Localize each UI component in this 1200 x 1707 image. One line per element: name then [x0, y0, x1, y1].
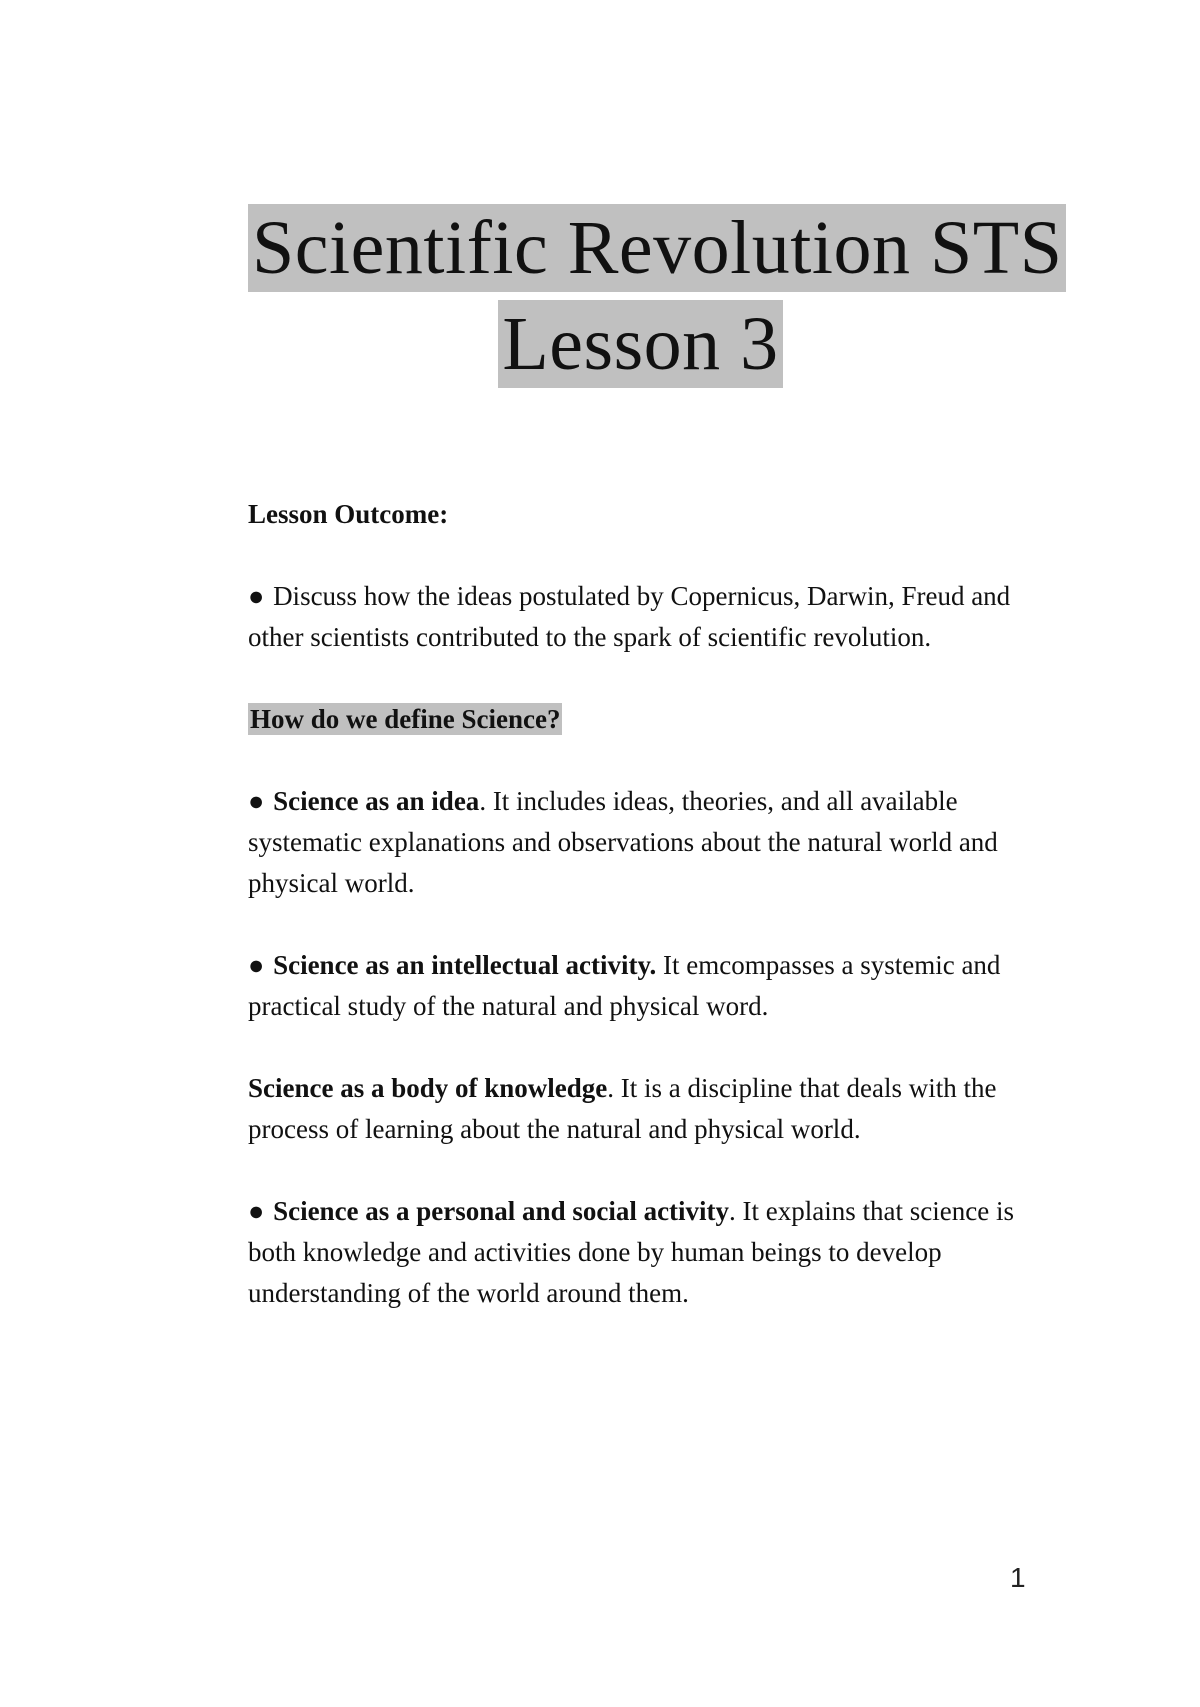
page-number: 1	[1010, 1562, 1026, 1593]
definition-term: Science as an idea	[273, 786, 480, 816]
bullet-icon: ●	[248, 581, 265, 611]
outcome-item	[248, 576, 1038, 658]
bullet-icon: ●	[248, 786, 265, 816]
definition-text: . It is a discipline that deals with the process of learning about the natural and physical world.	[248, 1073, 997, 1144]
definition-item	[248, 1068, 1038, 1150]
definition-item	[248, 1191, 1038, 1314]
definition-term: Science as a body of knowledge	[248, 1073, 608, 1103]
definition-text: . It includes ideas, theories, and all available systematic explanations and observations about the natural world and physical world.	[248, 786, 998, 898]
definition-item	[248, 945, 1038, 1027]
definition-text: . It explains that science is both knowledge and activities done by human beings to develop understanding of the world around them.	[248, 1196, 1014, 1308]
question-heading-line	[248, 699, 1038, 740]
definition-text: It emcompasses a systemic and practical study of the natural and physical word.	[248, 950, 1001, 1021]
definition-term: Science as an intellectual activity.	[273, 950, 657, 980]
document-title	[248, 204, 1063, 388]
question-heading: How do we define Science?	[250, 704, 561, 734]
definition-item	[248, 781, 1038, 904]
definition-term: Science as a personal and social activity	[273, 1196, 730, 1226]
document-body	[248, 494, 1038, 1314]
outcome-text: Discuss how the ideas postulated by Copernicus, Darwin, Freud and other scientists contributed to the spark of scientific revolution.	[248, 581, 1011, 652]
bullet-icon: ●	[248, 950, 265, 980]
title-line-2: Lesson 3	[498, 300, 782, 388]
title-line-1: Scientific Revolution STS	[248, 204, 1066, 292]
bullet-icon: ●	[248, 1196, 265, 1226]
outcome-heading: Lesson Outcome:	[248, 499, 449, 529]
